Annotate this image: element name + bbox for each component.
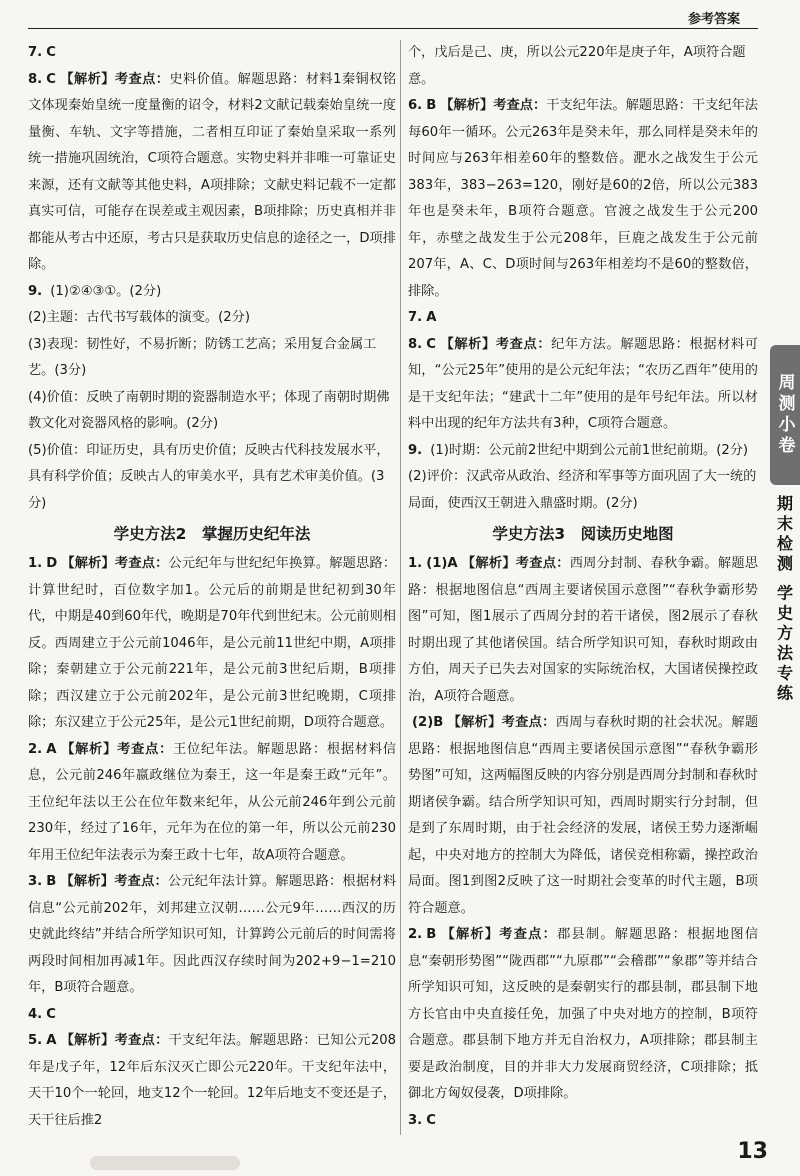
left-column [28,40,396,1134]
item-number: 8. [28,71,43,87]
page-number: 13 [737,1139,768,1164]
answer-item [408,305,758,332]
analysis-tag: 【解析】考查点： [461,556,570,571]
answer-item [408,1108,758,1135]
page-header-title: 参考答案 [687,12,740,27]
item-number: 6. [408,98,423,113]
answer-text: 西周分封制、春秋争霸。解题思路：根据地图信息“西周主要诸侯国示意图”“春秋争霸形势图”可知，图1展示了西周分封的若干诸侯，图2展示了春秋时期出现了其他诸侯国。结合所学知识可知，春秋时期政由方伯，周天子已失去对国家的实际统治权，大国诸侯操控政治，A项符合题意。 [408,556,759,704]
answer-choice: A [46,741,57,757]
answer-item [28,40,396,67]
sub-answer: (5)价值：印证历史，具有历史价值；反映古代科技发展水平，具有科学价值；反映古人的审美水平，具有艺术审美价值。(3分) [28,442,390,511]
q9-sub-answers [28,305,396,517]
item-number: 3. [28,874,43,889]
section-2-title: 学史方法2 掌握历史纪年法 [113,525,311,543]
item-number: 3. [408,1112,423,1128]
answer-choice: (1)A [426,556,458,571]
item-number: 5. [28,1033,43,1048]
answer-text: 干支纪年法。解题思路：干支纪年法每60年一循环。公元263年是癸未年，那么同样是癸未年的时间应与263年相差60年的整数倍。淝水之战发生于公元383年，383−263=120，刚好是60的2倍，所以公元383年也是癸未年，B项符合题意。官渡之战发生于公元200年，赤壁之战发生于公元208年，巨鹿之战发生于公元前207年，A、C、D项时间与263年相差均不是60的整数倍，排除。 [408,98,758,299]
answer-choice: (2)B [412,715,444,730]
answer-choice: A [46,1033,57,1048]
answer-choice: C [426,336,436,352]
item-number: 2. [28,741,43,757]
header-rule [28,28,758,29]
answer-choice: C [46,1006,56,1022]
answer-choice: C [426,1112,436,1128]
answer-choice: A [426,310,437,325]
answer-item [408,551,758,710]
answer-item [408,93,758,305]
section-3-items [408,551,758,1134]
analysis-tag: 【解析】考查点： [440,98,547,113]
answer-text: 王位纪年法。解题思路：根据材料信息，公元前246年嬴政继位为秦王，这一年是秦王政“元年”。王位纪年法以王公在位年数来纪年，从公元前246年到公元前230年，经过了16年，元年为在位的第一年，所以公元前230年用王位纪年法表示为秦王政十七年，故A项符合题意。 [28,741,397,863]
answer-choice: D [46,556,58,571]
answer-choice: C [46,45,56,60]
item-number: 9. [408,442,423,458]
answer-item [28,737,396,870]
analysis-tag: 【解析】考查点： [59,71,170,87]
answer-text: (1)时期：公元前2世纪中期到公元前1世纪前期。(2分) [430,442,749,458]
item-number: 4. [28,1006,43,1022]
sidebar-tab-weekly-test[interactable]: 周测小卷 [770,345,800,485]
right-items [408,93,758,464]
column-divider [400,40,401,1135]
answer-item [28,869,396,1002]
answer-item [408,710,758,922]
right-q9-sub-answer: (2)评价：汉武帝从政治、经济和军事等方面巩固了大一统的局面，使西汉王朝进入鼎盛时期。(2分) [408,469,757,511]
sidebar-tab-final-exam[interactable]: 期末检测 学史方法专练 [774,495,794,705]
analysis-tag: 【解析】考查点： [60,741,174,757]
answer-item [408,332,758,438]
answer-text: 干支纪年法。解题思路：已知公元208年是戊子年，12年后东汉灭亡即公元220年。干支纪年法中，天干10个一轮回，地支12个一轮回。12年后地支不变还是子，天干往后推2 [28,1033,397,1128]
answer-text: 史料价值。解题思路：材料1秦铜权铭文体现秦始皇统一度量衡的诏令，材料2文献记载秦始皇统一度量衡、车轨、文字等措施，二者相互印证了秦始皇采取一系列统一措施巩固统治，C项符合题意。实物史料并非唯一可靠证史来源，还有文献等其他史料，A项排除；文献史料记载不一定都真实可信，可能存在误差或主观因素，B项排除；历史真相并非都能从考古中还原，考古只是获取历史信息的途径之一，D项排除。 [28,71,397,272]
answer-item [28,1028,396,1134]
sub-answer: (2)主题：古代书写载体的演变。(2分) [28,310,250,325]
answer-item [28,551,396,737]
answer-choice: B [426,927,437,942]
item-number: 8. [408,336,423,352]
item-number: 9. [28,283,43,299]
answer-choice: C [46,71,56,87]
analysis-tag: 【解析】考查点： [61,556,169,571]
analysis-tag: 【解析】考查点： [439,336,552,352]
analysis-tag: 【解析】考查点： [60,1033,169,1048]
scan-smudge [90,1156,240,1170]
item-number: 7. [408,310,423,325]
item-number: 2. [408,927,423,942]
answer-text: 郡县制。解题思路：根据地图信息“秦朝形势图”“陇西郡”“九原郡”“会稽郡”“象郡”等并结合所学知识可知，这反映的是秦朝实行的郡县制，郡县制下地方长官由中央直接任免，加强了中央对地方的控制，B项符合题意。郡县制下地方并无自治权力，A项排除；郡县制主要是政治制度，目的并非大力发展商贸经济，C项排除；抵御北方匈奴侵袭，D项排除。 [408,927,759,1101]
sub-answer: (4)价值：反映了南朝时期的瓷器制造水平；体现了南朝时期佛教文化对瓷器风格的影响。(2分) [28,389,390,431]
answer-item [408,438,758,465]
answer-choice: B [46,874,57,889]
sub-answer: (3)表现：韧性好，不易折断；防锈工艺高；采用复合金属工艺。(3分) [28,336,377,378]
answer-text: 公元纪年与世纪纪年换算。解题思路：计算世纪时，百位数字加1。公元后的前期是世纪初到30年代，中期是40到60年代，晚期是70年代到世纪末。公元前则相反。西周建立于公元前1046年，是公元前11世纪中期，A项排除；秦朝建立于公元前221年，是公元前3世纪后期，B项排除；西汉建立于公元前202年，是公元前3世纪晚期，C项排除；东汉建立于公元25年，是公元1世纪前期，D项符合题意。 [28,556,397,730]
analysis-tag: 【解析】考查点： [440,927,558,942]
answer-text: 西周与春秋时期的社会状况。解题思路：根据地图信息“西周主要诸侯国示意图”“春秋争霸形势图”可知，这两幅图反映的内容分别是西周分封制和春秋时期诸侯争霸。结合所学知识可知，西周时期实行分封制，但是到了东周时期，由于社会经济的发展，诸侯王势力逐渐崛起，中央对地方的控制大为降低，诸侯竞相称霸，操控政治局面。图1到图2反映了这一时期社会变革的时代主题，B项符合题意。 [408,715,759,916]
answer-text: (1)②④③①。(2分) [50,283,162,299]
item-number: 1. [28,556,43,571]
answer-item [408,922,758,1108]
item-number: 1. [408,556,423,571]
left-items [28,40,396,305]
answer-choice: B [426,98,437,113]
answer-text: 纪年方法。解题思路：根据材料可知，“公元25年”使用的是公元纪年法；“农历乙酉年”使用的是干支纪年法；“建武十二年”使用的是年号纪年法。所以材料中出现的纪年方法共有3种，C项符合题意。 [408,336,758,431]
answer-item [28,279,396,306]
analysis-tag: 【解析】考查点： [60,874,168,889]
right-column [408,40,758,1134]
section-3-title: 学史方法3 阅读历史地图 [492,525,674,543]
answer-item [28,67,396,279]
answer-item [28,1002,396,1029]
analysis-tag: 【解析】考查点： [447,715,556,730]
answer-text: 公元纪年法计算。解题思路：根据材料信息“公元前202年，刘邦建立汉朝……公元9年……西汉的历史就此终结”并结合所学知识可知，计算跨公元前后的时间需将两段时间相加再减1年。因此西汉存续时间为202+9−1=210年，B项符合题意。 [28,874,397,995]
section-2-items [28,551,396,1134]
continued-answer: 个，戊后是己、庚，所以公元220年是庚子年，A项符合题意。 [408,45,746,87]
item-number: 7. [28,45,43,60]
